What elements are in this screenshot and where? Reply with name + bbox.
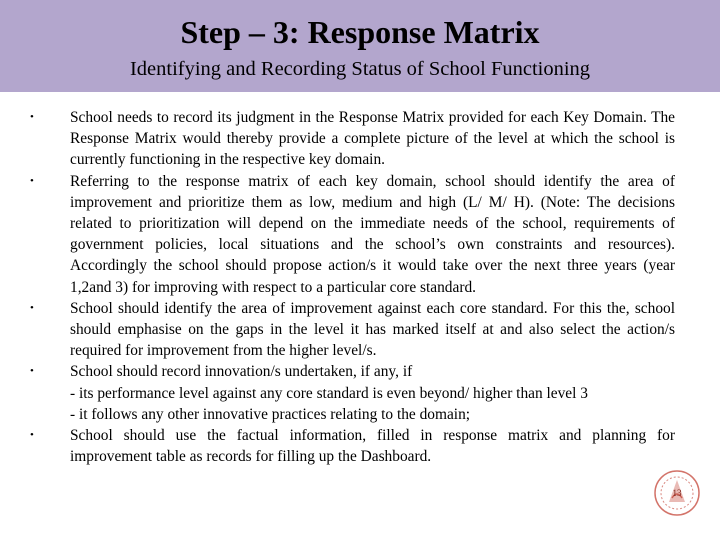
bullet-list [30, 107, 675, 467]
sub-item: - it follows any other innovative practices relating to the domain; [70, 405, 471, 423]
bullet-icon: • [30, 111, 34, 123]
bullet-item [30, 171, 675, 298]
sub-item: - its performance level against any core standard is even beyond/ higher than level 3 [70, 384, 588, 402]
bullet-text: School should identify the area of improvement against each core standard. For this the, school should emphasise on the gaps in the level it has marked itself at and also select the action/s required for improvement from the higher level/s. [70, 299, 675, 360]
bullet-icon: • [30, 174, 34, 187]
emblem-logo-icon [652, 468, 702, 518]
bullet-icon: • [30, 429, 34, 442]
bullet-icon: • [30, 301, 34, 314]
bullet-item [30, 107, 675, 171]
bullet-item [30, 298, 675, 362]
bullet-text: School should record innovation/s undertaken, if any, if [70, 363, 413, 381]
bullet-item [30, 361, 675, 382]
bullet-item [30, 425, 675, 467]
slide-title: Step – 3: Response Matrix [180, 14, 540, 50]
title-banner [0, 0, 720, 92]
bullet-icon: • [30, 365, 34, 378]
slide-subtitle: Identifying and Recording Status of School Functioning [129, 58, 591, 80]
page-number: 13 [672, 488, 682, 498]
bullet-text: School needs to record its judgment in the Response Matrix provided for each Key Domain. The Response Matrix would thereby provide a complete picture of the level at which the school is currently functioning in the respective key domain. [70, 109, 675, 169]
bullet-text: School should use the factual information, filled in response matrix and planning for improvement table as records for filling up the Dashboard. [70, 427, 675, 466]
bullet-text: Referring to the response matrix of each key domain, school should identify the area of improvement and prioritize them as low, medium and high (L/ M/ H). (Note: The decisions related to prioritization will depend on the immediate needs of the school, requirements of government policies, local situations and the school’s own constraints and resources). Accordingly the school should propose action/s it would take over the next three years (year 1,2and 3) for improving with respect to a particular core standard. [70, 172, 675, 296]
